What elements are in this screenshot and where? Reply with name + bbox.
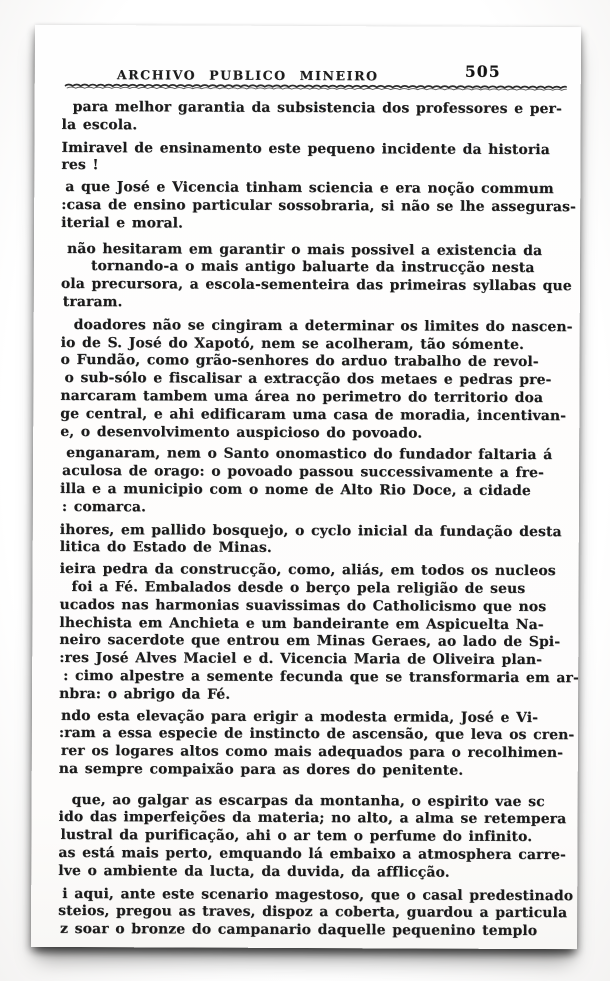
text-line: foi a Fé. Embalados desde o berço pela religião de seus: [71, 578, 526, 597]
text-line: ola precursora, a escola-sementeira das primeiras syllabas que: [60, 276, 572, 295]
page-number: 505: [464, 61, 501, 81]
text-line: iterial e moral.: [61, 214, 184, 232]
text-line: neiro sacerdote que entrou em Minas Geraes, ao lado de Spi-: [59, 632, 561, 651]
text-line: ihores, em pallido bosquejo, o cyclo inicial da fundação desta: [59, 521, 562, 540]
paragraph: [58, 707, 575, 780]
text-line: para melhor garantia da subsistencia dos professores e per-: [72, 98, 562, 118]
text-line: res !: [61, 157, 99, 174]
text-line: lve o ambiente da lucta, da duvida, da afflicção.: [58, 862, 450, 881]
paragraph: [60, 240, 572, 314]
text-line: rer os logares altos como mais adequados para o recolhimen-: [60, 743, 564, 762]
text-line: doadores não se cingiram a determinar os limites do nascen-: [73, 316, 573, 335]
wavy-rule: [65, 81, 567, 93]
text-line: narcaram tambem uma área no perimetro do territorio doa: [60, 387, 544, 406]
text-line: o Fundão, como grão-senhores do arduo trabalho de revol-: [60, 352, 539, 371]
text-line: não hesitaram em garantir o mais possivel a existencia da: [67, 240, 543, 259]
text-line: illa e a municipio com o nome de Alto Rio Doce, a cidade: [59, 480, 531, 499]
page-text: [58, 98, 579, 941]
text-line: a que José e Vicencia tinham sciencia e era noção commum: [65, 179, 554, 198]
text-line: : comarca.: [61, 498, 147, 516]
text-line: :casa de ensino particular sossobraria, si não se lhe asseguras-: [61, 196, 577, 216]
paragraph: [61, 140, 562, 178]
text-line: que, ao galgar as escarpas da montanha, o espirito vae sc: [71, 791, 545, 810]
text-line: enganaram, nem o Santo onomastico do fundador faltaria á: [66, 445, 553, 464]
paragraph: [58, 791, 567, 883]
text-line: la escola.: [61, 116, 138, 134]
text-line: ido das imperfeições da materia; no alto, a alma se retempera: [58, 809, 567, 828]
text-line: e, o desenvolvimento auspicioso do povoado.: [60, 423, 423, 442]
text-line: nbra: o abrigo da Fé.: [59, 685, 231, 703]
paragraph: [62, 99, 563, 137]
document-page: [31, 25, 581, 949]
paragraph: [59, 561, 579, 706]
paragraph: [60, 316, 573, 444]
text-line: aculosa de orago: o povoado passou successivamente a fre-: [62, 463, 545, 482]
paragraph: [60, 521, 561, 559]
text-line: tornando-a o mais antigo baluarte da instrucção nesta: [90, 258, 535, 277]
text-line: ndo esta elevação para erigir a modesta ermida, José e Vi-: [60, 707, 539, 726]
text-line: litica do Estado de Minas.: [59, 539, 272, 557]
text-line: traram.: [62, 293, 123, 311]
wave-echo-line: [67, 87, 567, 90]
text-line: na sempre compaixão para as dores do penitente.: [58, 760, 464, 779]
text-line: ucados nas harmonias suavissimas do Catholicismo que nos: [59, 596, 547, 615]
text-line: lustral da purificação, ahi o ar tem o perfume do infinito.: [60, 827, 533, 846]
text-line: : cimo alpestre a semente fecunda que se transformaria em ar-: [63, 667, 579, 687]
text-line: lhechista em Anchieta e um bandeirante em Aspicuelta Na-: [59, 614, 544, 633]
text-line: z soar o bronze do campanario daquelle pequenino templo: [60, 921, 538, 940]
text-line: steios, pregou as traves, dispoz a coberta, guardou a particula: [58, 903, 568, 922]
text-line: :res José Alves Maciel e d. Vicencia Maria de Oliveira plan-: [59, 650, 543, 669]
journal-title: ARCHIVO PUBLICO MINEIRO: [116, 67, 379, 84]
paragraph: [61, 179, 577, 235]
text-line: :ram a essa especie de instincto de ascensão, que leva os cren-: [58, 725, 575, 744]
paragraph: [60, 445, 561, 518]
text-line: io de S. José do Xapotó, nem se acolheram, tão sómente.: [60, 334, 525, 353]
paragraph: [58, 885, 574, 942]
text-line: as está mais perto, emquando lá embaixo a atmosphera carre-: [58, 845, 566, 864]
text-line: Imiravel de ensinamento este pequeno incidente da historia: [61, 139, 550, 158]
text-line: i aqui, ante este scenario magestoso, que o casal predestinado: [62, 885, 574, 904]
text-line: o sub-sólo e fiscalisar a extracção dos metaes e pedras pre-: [64, 370, 552, 389]
text-line: ieira pedra da construcção, como, aliás, em todos os nucleos: [59, 561, 556, 580]
text-line: ge central, e ahi edificaram uma casa de moradia, incentivan-: [60, 405, 567, 424]
